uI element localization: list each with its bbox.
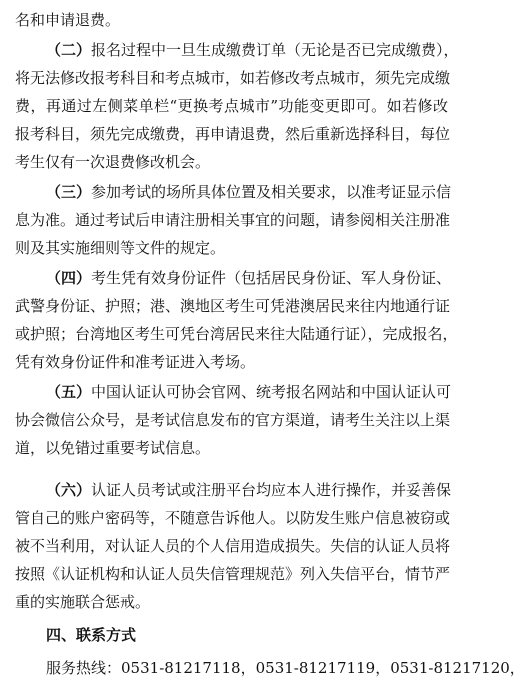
- paragraph-item-2: [0, 36, 462, 176]
- text-line: 费，再通过左侧菜单栏“更换考点城市”功能变更即可。如若修改: [15, 97, 448, 115]
- text-line: 重的实施联合惩戒。: [15, 593, 151, 611]
- text-line: [0, 654, 525, 682]
- paragraph-item-3: [0, 178, 462, 262]
- item-label: （六）: [46, 481, 92, 499]
- paragraph-item-5: [0, 378, 462, 462]
- text-line: （二）报名过程中一旦生成缴费订单（无论是否已完成缴费），: [46, 41, 459, 59]
- text-line: （五）中国认证认可协会官网、统考报名网站和中国认证认可: [46, 383, 452, 401]
- text-line: 考生仅有一次退费修改机会。: [15, 153, 211, 171]
- text-line: 名和申请退费。: [15, 11, 121, 29]
- item-label: （二）: [46, 41, 92, 59]
- text-line: 协会微信公众号，是考试信息发布的官方渠道，请考生关注以上渠: [15, 411, 451, 429]
- text-line: （四）考生凭有效身份证件（包括居民身份证、军人身份证、: [46, 269, 452, 287]
- text-line: 管自己的账户密码等，不随意告诉他人。以防发生账户信息被窃或: [15, 509, 451, 527]
- text-line: 按照《认证机构和认证人员失信管理规范》列入失信平台，情节严: [15, 565, 451, 583]
- item-label: （五）: [46, 383, 92, 401]
- paragraph-item-4: [0, 264, 462, 376]
- section-heading: 四、联系方式: [46, 626, 137, 644]
- text-line: 将无法修改报考科目和考点城市，如若修改考点城市，须先完成缴: [15, 69, 451, 87]
- text-line: 凭有效身份证件和准考证进入考场。: [15, 353, 256, 371]
- contact-numbers: 0531-81217118，0531-81217119，0531-81217120，: [121, 659, 525, 677]
- item-label: （三）: [46, 183, 92, 201]
- text-line: 被不当利用，对认证人员的个人信用造成损失。失信的认证人员将: [15, 537, 451, 555]
- contact-line: [0, 654, 525, 682]
- text-line: 报考科目，须先完成缴费，再申请退费，然后重新选择科目，每位: [15, 125, 451, 143]
- contact-label: 服务热线：: [46, 659, 122, 677]
- text-line: 则及其实施细则等文件的规定。: [15, 239, 226, 257]
- item-label: （四）: [46, 269, 92, 287]
- text-line: （三）参加考试的场所具体位置及相关要求，以准考证显示信: [46, 183, 452, 201]
- text-line: 武警身份证、护照；港、澳地区考生可凭港澳居民来往内地通行证: [15, 297, 451, 315]
- text-line: 息为准。通过考试后申请注册相关事宜的问题，请参阅相关注册准: [15, 211, 451, 229]
- paragraph-item-6: [0, 476, 462, 616]
- text-line: （六）认证人员考试或注册平台均应本人进行操作，并妥善保: [46, 481, 452, 499]
- text-line: 或护照；台湾地区考生可凭台湾居民来往大陆通行证），完成报名，: [15, 325, 458, 343]
- paragraph-continuation: [0, 6, 462, 34]
- text-line: 道，以免错过重要考试信息。: [15, 439, 211, 457]
